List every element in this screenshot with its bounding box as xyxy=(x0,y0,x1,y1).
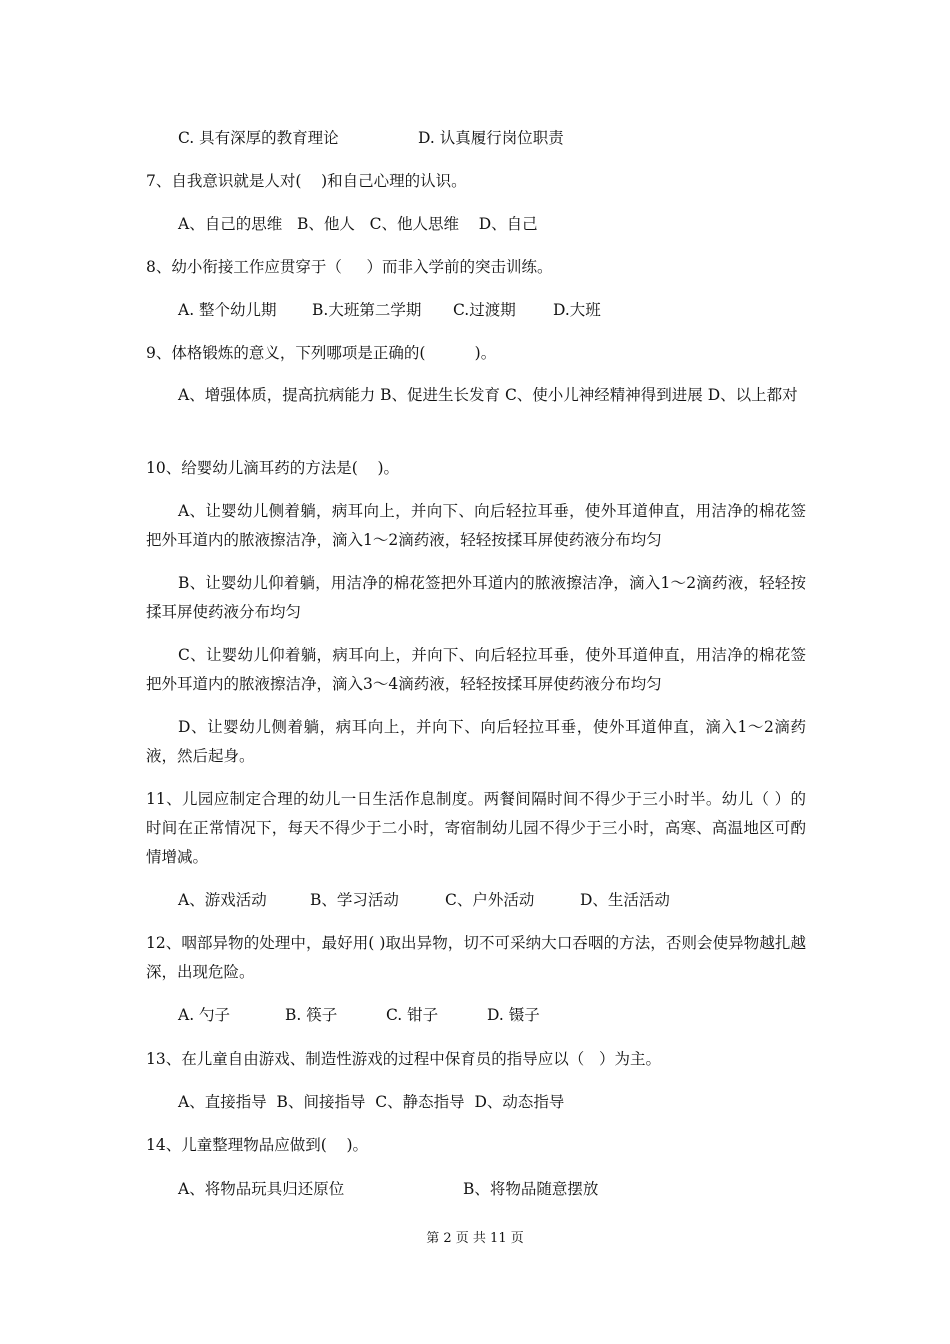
q8-option-c: C.过渡期 xyxy=(453,301,516,319)
q13-options: A、直接指导 B、间接指导 C、静态指导 D、动态指导 xyxy=(178,1093,565,1111)
q12-stem: 12、咽部异物的处理中，最好用( )取出异物，切不可采纳大口吞咽的方法，否则会使异物越扎越深，出现危险。 xyxy=(146,934,806,981)
q8-stem: 8、幼小衔接工作应贯穿于（ ）而非入学前的突击训练。 xyxy=(146,258,553,276)
q11-option-a: A、游戏活动 xyxy=(178,891,267,909)
q11-option-b: B、学习活动 xyxy=(310,891,399,909)
q8-option-a: A. 整个幼儿期 xyxy=(178,301,277,319)
q14-stem: 14、儿童整理物品应做到( )。 xyxy=(146,1136,369,1154)
q6-option-c: C. 具有深厚的教育理论 xyxy=(178,129,339,147)
q10-option-a: A、让婴幼儿侧着躺，病耳向上，并向下、向后轻拉耳垂，使外耳道伸直，用洁净的棉花签把外耳道内的脓液擦洁净，滴入1～2滴药液，轻轻按揉耳屏使药液分布均匀 xyxy=(146,502,806,549)
q7-options: A、自己的思维 B、他人 C、他人思维 D、自己 xyxy=(178,215,538,233)
q10-option-c: C、让婴幼儿仰着躺，病耳向上，并向下、向后轻拉耳垂，使外耳道伸直，用洁净的棉花签把外耳道内的脓液擦洁净，滴入3～4滴药液，轻轻按揉耳屏使药液分布均匀 xyxy=(146,646,806,693)
q14-option-b: B、将物品随意摆放 xyxy=(463,1180,599,1198)
q10-stem: 10、给婴幼儿滴耳药的方法是( )。 xyxy=(146,459,400,477)
q12-option-b: B. 筷子 xyxy=(285,1006,338,1024)
q11-option-c: C、户外活动 xyxy=(445,891,535,909)
q8-option-d: D.大班 xyxy=(553,301,601,319)
q9-options: A、增强体质，提高抗病能力 B、促进生长发育 C、使小儿神经精神得到进展 D、以上都对 xyxy=(178,386,798,404)
q12-option-c: C. 钳子 xyxy=(386,1006,439,1024)
q12-option-d: D. 镊子 xyxy=(487,1006,540,1024)
q10-option-d: D、让婴幼儿侧着躺，病耳向上，并向下、向后轻拉耳垂，使外耳道伸直，滴入1～2滴药液，然后起身。 xyxy=(146,718,806,765)
q6-option-d: D. 认真履行岗位职责 xyxy=(418,129,564,147)
q9-stem: 9、体格锻炼的意义，下列哪项是正确的( )。 xyxy=(146,344,497,362)
q10-option-b: B、让婴幼儿仰着躺，用洁净的棉花签把外耳道内的脓液擦洁净，滴入1～2滴药液，轻轻按揉耳屏使药液分布均匀 xyxy=(146,574,806,621)
q8-option-b: B.大班第二学期 xyxy=(312,301,422,319)
q14-option-a: A、将物品玩具归还原位 xyxy=(178,1180,345,1198)
q11-stem: 11、儿园应制定合理的幼儿一日生活作息制度。两餐间隔时间不得少于三小时半。幼儿（ ）的时间在正常情况下，每天不得少于二小时，寄宿制幼儿园不得少于三小时，高寒、高温地区可酌情增减。 xyxy=(146,790,806,866)
page-footer: 第 2 页 共 11 页 xyxy=(426,1231,524,1246)
q12-option-a: A. 勺子 xyxy=(178,1006,231,1024)
q11-option-d: D、生活活动 xyxy=(580,891,670,909)
q13-stem: 13、在儿童自由游戏、制造性游戏的过程中保育员的指导应以（ ）为主。 xyxy=(146,1050,662,1068)
q7-stem: 7、自我意识就是人对( )和自己心理的认识。 xyxy=(146,172,467,190)
